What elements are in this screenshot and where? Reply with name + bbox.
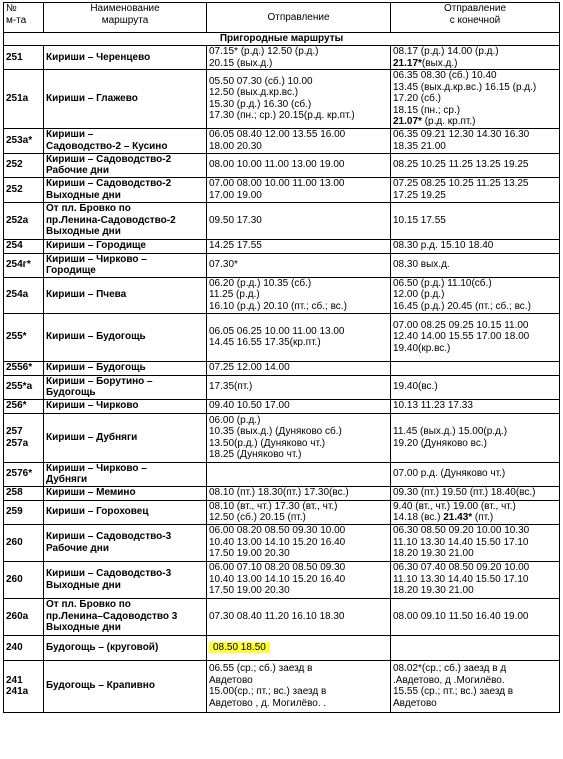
departure-times (207, 313, 391, 361)
dep-line: 10.40 13.00 14.10 15.20 16.40 (209, 573, 346, 585)
name-line: Кириши – Будогощь (46, 331, 146, 343)
dep-line: 07.30* (209, 259, 238, 271)
route-number-line: 255*а (6, 381, 33, 393)
route-name (44, 561, 207, 598)
dep-line: 17.50 19.00 20.30 (209, 585, 290, 597)
table-row (4, 202, 560, 239)
dep-line: 14.25 17.55 (209, 240, 262, 252)
route-number-line: 257а (6, 437, 29, 449)
name-line: Кириши – (46, 129, 94, 140)
name-line: Рабочие дни (46, 165, 109, 176)
route-number (4, 202, 44, 239)
route-number (4, 313, 44, 361)
route-name (44, 524, 207, 561)
route-number (4, 462, 44, 486)
departure-times (207, 361, 391, 375)
route-name (44, 486, 207, 500)
route-number-line: 2556* (6, 362, 33, 374)
dep-line: 08.10 (пт.) 18.30(пт.) 17.30(вс.) (209, 487, 349, 499)
dep-line: 15.00(ср.; пт.; вс.) заезд в (209, 686, 327, 697)
dep-line: 10.40 13.00 14.10 15.20 16.40 (209, 536, 346, 548)
ret-line: 19.20 (Дуняково вс.) (393, 437, 487, 449)
departure-times (207, 128, 391, 153)
route-number-line: 260а (6, 610, 29, 622)
return-times (391, 635, 560, 660)
ret-line: 11.45 (вых.д.) 15.00(р.д.) (393, 426, 508, 437)
name-line: Кириши – Чирково – (46, 253, 147, 265)
name-line: Выходные дни (46, 622, 121, 634)
name-line: пр.Ленина-Садоводство-2 (46, 214, 176, 226)
name-line: Кириши – Мемино (46, 487, 136, 499)
return-times (391, 375, 560, 399)
dep-line: 13.50(р.д.) (Дуняково чт.) (209, 437, 326, 449)
route-number (4, 598, 44, 635)
route-name (44, 313, 207, 361)
name-line: От пл. Бровко по (46, 203, 131, 215)
departure-times (207, 462, 391, 486)
route-number-line: 241 (6, 674, 23, 686)
departure-times (207, 598, 391, 635)
ret-line: 17.25 19.25 (393, 189, 446, 201)
route-number-line: 256* (6, 400, 27, 412)
route-name (44, 598, 207, 635)
return-times (391, 153, 560, 177)
name-line: Рабочие дни (46, 542, 109, 554)
table-row (4, 660, 560, 712)
dep-line: 18.25 (Дуняково чт.) (209, 449, 302, 460)
route-number (4, 277, 44, 313)
route-name (44, 46, 207, 70)
route-number (4, 660, 44, 712)
ret-line: 08.02*(ср.; сб.) заезд в д (393, 663, 507, 674)
dep-line: 12.50 (вых.д.кр.вс.) (209, 87, 299, 99)
dep-line: Авдетово , д. Могилёво. . (209, 697, 327, 709)
ret-line: 06.50 (р.д.) 11.10(сб.) (393, 277, 492, 289)
route-number-line: 255* (6, 331, 27, 343)
route-name (44, 153, 207, 177)
departure-times (207, 277, 391, 313)
route-number-line: 259 (6, 506, 23, 518)
ret-line: 14.18 (вс.) 21.43* (пт.) (393, 512, 494, 523)
route-name (44, 375, 207, 399)
ret-line: 12.00 (р.д.) (393, 289, 445, 301)
dep-line: 05.50 07.30 (сб.) 10.00 (209, 75, 313, 87)
departure-times (207, 239, 391, 253)
dep-line: 14.45 16.55 17.35(кр.пт.) (209, 337, 321, 348)
name-line: Садоводство-2 – Кусино (46, 140, 168, 152)
dep-line: 07.15* (р.д.) 12.50 (р.д.) (209, 46, 319, 57)
name-line: пр.Ленина–Садоводство 3 (46, 610, 178, 622)
route-number (4, 361, 44, 375)
route-number (4, 153, 44, 177)
ret-line: 10.15 17.55 (393, 214, 446, 226)
name-line: От пл. Бровко по (46, 599, 131, 611)
header-route-number: № м-та (4, 3, 44, 33)
dep-line: 20.15 (вых.д.) (209, 57, 273, 69)
ret-line: 06.30 08.50 09.20 10.00 10.30 (393, 525, 530, 537)
name-line: Кириши – Садоводство-2 (46, 153, 172, 165)
return-times (391, 660, 560, 712)
return-times (391, 128, 560, 153)
ret-line: 11.10 13.30 14.40 15.50 17.10 (393, 573, 529, 585)
route-name (44, 128, 207, 153)
route-number (4, 486, 44, 500)
route-number-line: 252а (6, 214, 29, 226)
table-row (4, 253, 560, 277)
route-number-line: 252 (6, 159, 23, 171)
route-name (44, 500, 207, 524)
route-number (4, 70, 44, 129)
timetable (3, 2, 560, 713)
name-line: Кириши – Дубняги (46, 431, 138, 443)
return-times (391, 70, 560, 129)
route-number-line: 260 (6, 573, 23, 585)
dep-line: 16.10 (р.д.) 20.10 (пт.; сб.; вс.) (209, 300, 347, 312)
route-number-line: 251а (6, 93, 29, 104)
route-number (4, 524, 44, 561)
table-row (4, 313, 560, 361)
ret-line: 21.17*(вых.д.) (393, 57, 458, 69)
name-line: Кириши – Черенцево (46, 51, 151, 63)
ret-line: 19.40(вс.) (393, 381, 438, 393)
ret-line: 21.07* (р.д. кр.пт.) (393, 116, 476, 127)
table-row (4, 413, 560, 462)
name-line: Будогощь – (круговой) (46, 641, 159, 653)
route-name (44, 635, 207, 660)
table-row (4, 486, 560, 500)
route-number (4, 413, 44, 462)
name-line: Выходные дни (46, 189, 121, 201)
return-times (391, 313, 560, 361)
ret-line: 19.40(кр.вс.) (393, 342, 451, 354)
section-row (4, 33, 560, 46)
return-times (391, 462, 560, 486)
route-name (44, 660, 207, 712)
ret-line: 15.55 (ср.; пт.; вс.) заезд в (393, 686, 514, 697)
ret-line: 10.13 11.23 17.33 (393, 400, 473, 412)
name-line: Кириши – Городище (46, 240, 146, 252)
ret-line: 08.17 (р.д.) 14.00 (р.д.) (393, 46, 499, 57)
dep-line: 11.25 (р.д.) (209, 289, 260, 301)
return-times (391, 361, 560, 375)
name-line: Кириши – Борутино – (46, 375, 153, 387)
departure-times (207, 635, 391, 660)
route-name (44, 277, 207, 313)
route-number (4, 128, 44, 153)
ret-line: 11.10 13.30 14.40 15.50 17.10 (393, 536, 529, 548)
header-departure: Отправление (207, 3, 391, 33)
ret-line: 18.15 (пн.; ср.) (393, 104, 461, 116)
route-number (4, 561, 44, 598)
dep-line: 07.25 12.00 14.00 (209, 362, 290, 374)
section-title: Пригородные маршруты (4, 33, 560, 46)
table-row (4, 70, 560, 129)
dep-line: 17.00 19.00 (209, 189, 262, 201)
table-row (4, 128, 560, 153)
dep-line: 17.30 (пн.; ср.) 20.15(р.д. кр.пт.) (209, 110, 355, 122)
name-line: Кириши – Садоводство-3 (46, 568, 172, 579)
highlight-mark: 08.50 18.50 (209, 642, 270, 653)
dep-line: 09.50 17.30 (209, 214, 262, 226)
table-row (4, 598, 560, 635)
route-number-line: 260 (6, 536, 23, 548)
ret-line: 06.35 08.30 (сб.) 10.40 (393, 70, 497, 81)
departure-times (207, 399, 391, 413)
dep-line: 09.40 10.50 17.00 (209, 400, 290, 412)
table-row (4, 524, 560, 561)
header-return-departure: Отправление с конечной (391, 3, 560, 33)
route-number-line: 240 (6, 641, 23, 653)
dep-line: 07.30 08.40 11.20 16.10 18.30 (209, 610, 345, 622)
departure-times (207, 660, 391, 712)
highlighted-times (209, 641, 388, 654)
route-number-line: 254а (6, 289, 29, 301)
return-times (391, 202, 560, 239)
departure-times (207, 70, 391, 129)
ret-line: 08.30 вых.д. (393, 259, 450, 271)
ret-line: 08.25 10.25 11.25 13.25 19.25 (393, 159, 529, 171)
table-row (4, 277, 560, 313)
name-line: Кириши – Садоводство-2 (46, 178, 172, 189)
dep-line: 06.00 07.10 08.20 08.50 09.30 (209, 562, 346, 574)
header-row (4, 3, 560, 33)
departure-times (207, 561, 391, 598)
route-number (4, 239, 44, 253)
ret-line: 07.25 08.25 10.25 11.25 13.25 (393, 178, 529, 189)
dep-line: 06.05 06.25 10.00 11.00 13.00 (209, 325, 345, 337)
ret-line: 06.35 09.21 12.30 14.30 16.30 (393, 129, 530, 140)
table-row (4, 153, 560, 177)
route-number (4, 177, 44, 202)
name-line: Выходные дни (46, 226, 121, 238)
ret-line: 16.45 (р.д.) 20.45 (пт.; сб.; вс.) (393, 300, 531, 312)
table-row (4, 500, 560, 524)
table-row (4, 462, 560, 486)
route-number-line: 253а* (6, 134, 33, 146)
dep-line: 07.00 08.00 10.00 11.00 13.00 (209, 178, 345, 189)
departure-times (207, 202, 391, 239)
name-line: Кириши – Пчева (46, 289, 127, 301)
dep-line: 08.00 10.00 11.00 13.00 19.00 (209, 159, 345, 171)
departure-times (207, 153, 391, 177)
route-number-line: 252 (6, 183, 23, 195)
ret-line: 09.30 (пт.) 19.50 (пт.) 18.40(вс.) (393, 487, 536, 499)
table-row (4, 635, 560, 660)
route-number (4, 375, 44, 399)
name-line: Кириши – Будогощь (46, 362, 146, 374)
ret-line: 08.30 р.д. 15.10 18.40 (393, 240, 494, 252)
table-row (4, 177, 560, 202)
name-line: Будогощь – Крапивно (46, 680, 155, 692)
return-times (391, 253, 560, 277)
return-times (391, 561, 560, 598)
table-row (4, 361, 560, 375)
name-line: Дубняги (46, 474, 88, 485)
route-number-line: 251 (6, 51, 23, 63)
route-name (44, 202, 207, 239)
dep-line: 17.50 19.00 20.30 (209, 548, 290, 560)
route-number-line: 254г* (6, 259, 31, 271)
table-row (4, 561, 560, 598)
dep-line: 06.20 (р.д.) 10.35 (сб.) (209, 277, 312, 289)
route-number-line: 254 (6, 240, 23, 252)
departure-times (207, 253, 391, 277)
ret-line: 17.20 (сб.) (393, 93, 441, 104)
table-row (4, 399, 560, 413)
table-row (4, 239, 560, 253)
dep-line: 08.10 (вт., чт.) 17.30 (вт., чт.) (209, 500, 338, 512)
name-line: Выходные дни (46, 579, 121, 591)
departure-times (207, 177, 391, 202)
ret-line: .Авдетово, д .Могилёво. (393, 674, 505, 686)
return-times (391, 239, 560, 253)
return-times (391, 413, 560, 462)
ret-line: 07.00 08.25 09.25 10.15 11.00 (393, 319, 529, 331)
ret-line: 06.30 07.40 08.50 09.20 10.00 (393, 562, 530, 574)
return-times (391, 524, 560, 561)
dep-line: 06.55 (ср.; сб.) заезд в (209, 663, 313, 674)
departure-times (207, 413, 391, 462)
ret-line: 12.40 14.00 15.55 17.00 18.00 (393, 331, 530, 343)
route-name (44, 70, 207, 129)
route-number (4, 500, 44, 524)
dep-line: 06.05 08.40 12.00 13.55 16.00 (209, 129, 346, 140)
route-number-line: 258 (6, 487, 23, 499)
return-times (391, 46, 560, 70)
return-times (391, 399, 560, 413)
dep-line: Авдетово (209, 674, 253, 686)
route-name (44, 361, 207, 375)
name-line: Будогощь (46, 387, 96, 398)
departure-times (207, 486, 391, 500)
route-name (44, 239, 207, 253)
route-name (44, 462, 207, 486)
name-line: Кириши – Гороховец (46, 506, 149, 518)
dep-line: 15.30 (р.д.) 16.30 (сб.) (209, 98, 312, 110)
dep-line: 18.00 20.30 (209, 140, 262, 152)
route-name (44, 253, 207, 277)
ret-line: 18.20 19.30 21.00 (393, 585, 474, 597)
return-times (391, 500, 560, 524)
name-line: Кириши – Чирково (46, 400, 139, 412)
name-line: Кириши – Глажево (46, 93, 138, 104)
route-name (44, 177, 207, 202)
dep-line: 17.35(пт.) (209, 381, 253, 393)
ret-line: 07.00 р.д. (Дуняково чт.) (393, 468, 506, 480)
ret-line: 13.45 (вых.д.кр.вс.) 16.15 (р.д.) (393, 81, 537, 93)
name-line: Кириши – Садоводство-3 (46, 531, 172, 542)
ret-line: Авдетово (393, 697, 437, 709)
departure-times (207, 375, 391, 399)
dep-line: 06.00 08.20 08.50 09.30 10.00 (209, 525, 346, 537)
ret-line: 08.00 09.10 11.50 16.40 19.00 (393, 610, 529, 622)
route-number (4, 46, 44, 70)
table-row (4, 375, 560, 399)
route-number (4, 635, 44, 660)
route-number (4, 253, 44, 277)
departure-times (207, 46, 391, 70)
route-number-line: 257 (6, 426, 23, 437)
route-number-line: 2576* (6, 468, 33, 480)
ret-line: 9.40 (вт., чт.) 19.00 (вт., чт.) (393, 500, 516, 512)
dep-line: 06.00 (р.д.) (209, 414, 261, 426)
return-times (391, 277, 560, 313)
route-number-line: 241а (6, 686, 29, 697)
name-line: Городище (46, 265, 96, 276)
name-line: Кириши – Чирково – (46, 462, 147, 474)
route-name (44, 399, 207, 413)
route-number (4, 399, 44, 413)
dep-line: 10.35 (вых.д.) (Дуняково сб.) (209, 426, 342, 437)
route-name (44, 413, 207, 462)
header-route-name: Наименование маршрута (44, 3, 207, 33)
return-times (391, 598, 560, 635)
return-times (391, 177, 560, 202)
ret-line: 18.20 19.30 21.00 (393, 548, 474, 560)
return-times (391, 486, 560, 500)
table-row (4, 46, 560, 70)
ret-line: 18.35 21.00 (393, 140, 446, 152)
departure-times (207, 500, 391, 524)
departure-times (207, 524, 391, 561)
dep-line: 12.50 (сб.) 20.15 (пт.) (209, 512, 306, 523)
